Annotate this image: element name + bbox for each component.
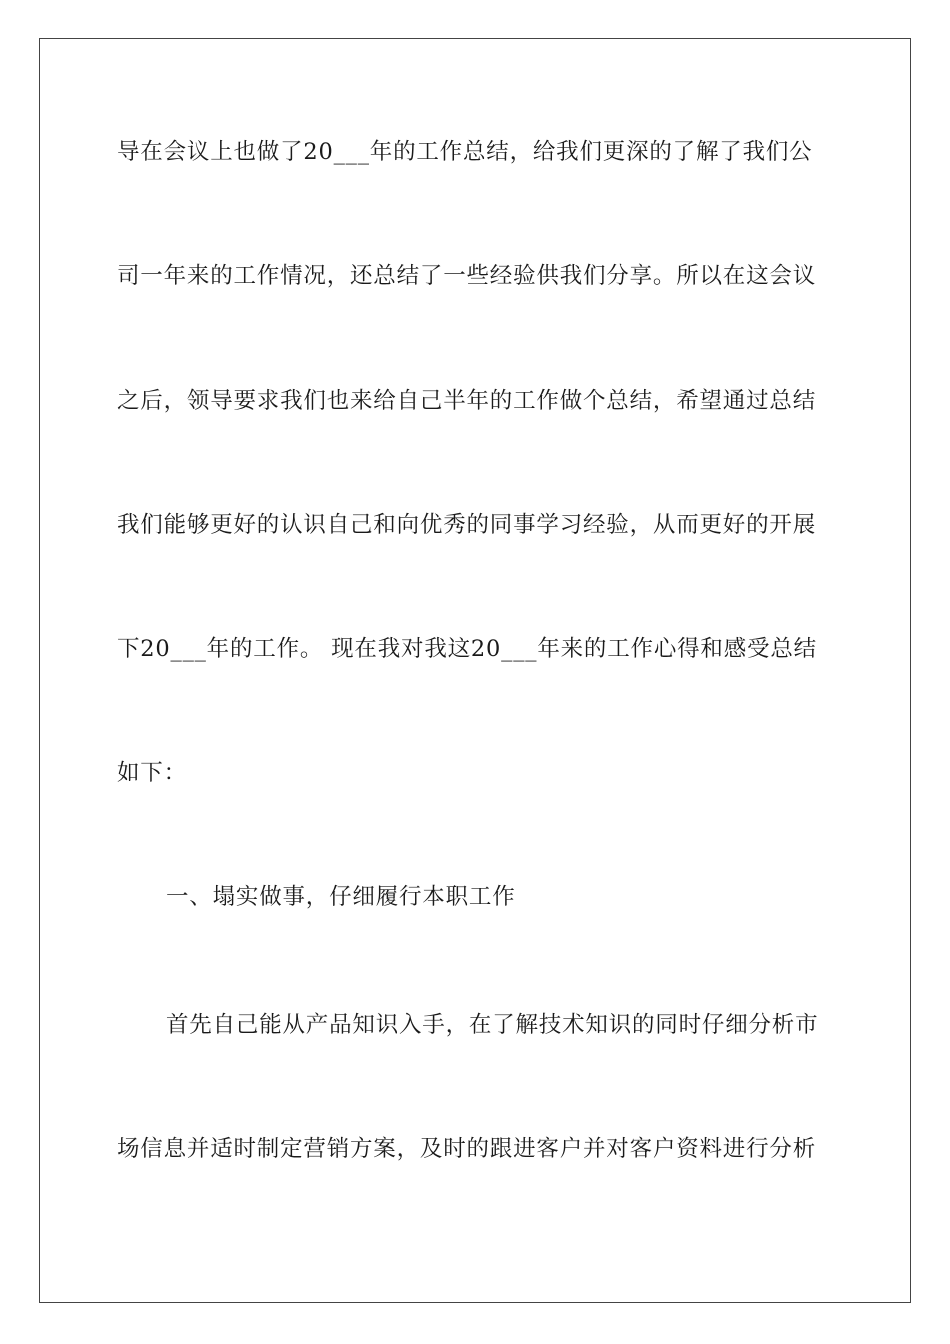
page-border bbox=[39, 38, 911, 1303]
paragraph-line-1: 首先自己能从产品知识入手，在了解技术知识的同时仔细分析市 bbox=[166, 1012, 819, 1038]
body-text-line-3: 之后，领导要求我们也来给自己半年的工作做个总结，希望通过总结 bbox=[117, 388, 817, 414]
body-text-line-1: 导在会议上也做了20___年的工作总结，给我们更深的了解了我们公 bbox=[117, 139, 813, 165]
body-text-line-5: 下20___年的工作。 现在我对我这20___年来的工作心得和感受总结 bbox=[117, 636, 817, 662]
paragraph-line-2: 场信息并适时制定营销方案，及时的跟进客户并对客户资料进行分析 bbox=[117, 1136, 817, 1162]
body-text-line-6: 如下： bbox=[117, 760, 187, 786]
body-text-line-2: 司一年来的工作情况，还总结了一些经验供我们分享。所以在这会议 bbox=[117, 263, 817, 289]
body-text-line-4: 我们能够更好的认识自己和向优秀的同事学习经验，从而更好的开展 bbox=[117, 512, 817, 538]
section-heading: 一、塌实做事，仔细履行本职工作 bbox=[166, 884, 516, 910]
